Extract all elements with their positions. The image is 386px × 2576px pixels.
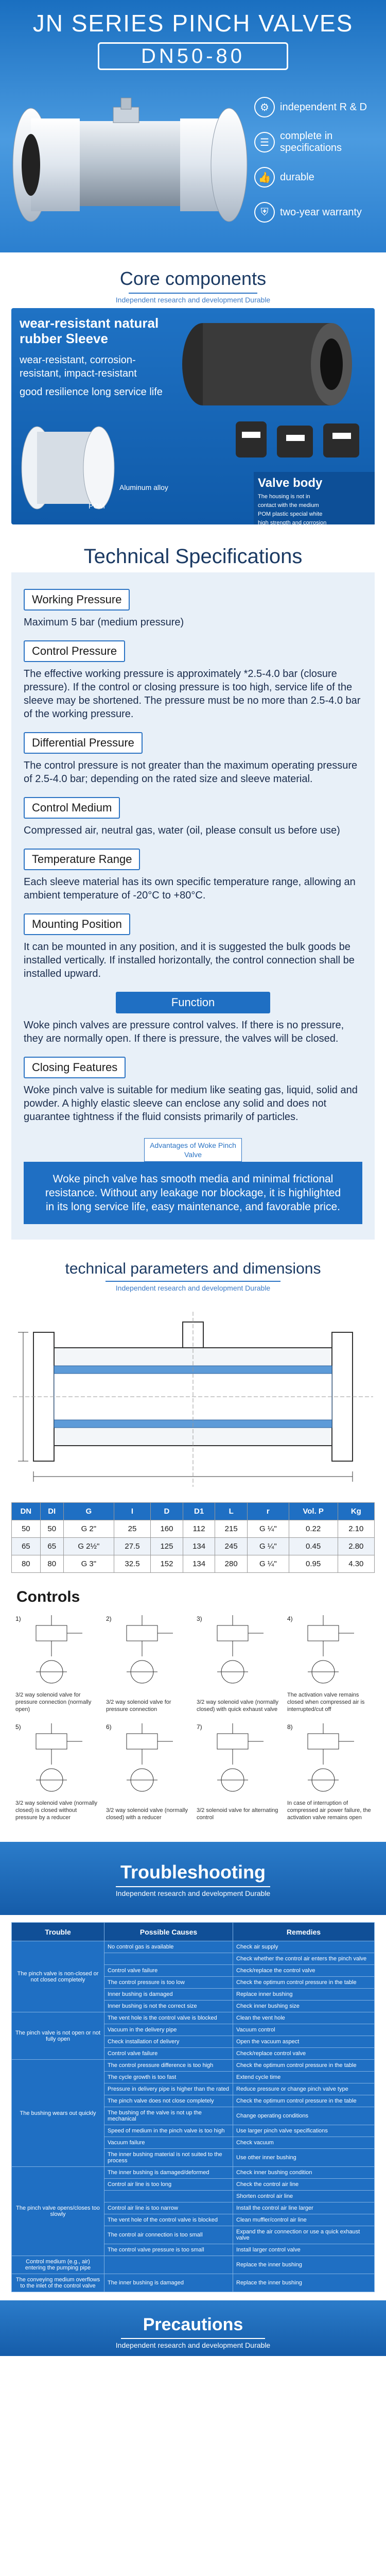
table-row: [12, 2012, 375, 2024]
remedy-cell: Open the vacuum aspect: [233, 2036, 375, 2048]
hero-banner: [0, 0, 386, 252]
valve-body-line: The housing is not in: [258, 494, 310, 500]
control-number: 7): [197, 1723, 202, 1731]
table-header: Vol. P: [289, 1503, 338, 1520]
remedy-cell: Check the optimum control pressure in the table: [233, 1977, 375, 1989]
feature-item: [254, 200, 373, 224]
control-caption: 3/2 way solenoid valve (normally closed) with quick exhaust valve: [197, 1699, 278, 1713]
spec-text: It can be mounted in any position, and it is suggested the bulk goods be installed vertically. If installed horizontally, the control connection shall be installed upward.: [24, 941, 355, 979]
specs-panel: [11, 572, 375, 1240]
table-header: D1: [183, 1503, 215, 1520]
remedy-cell: Expand the air connection or use a quick exhaust valve: [233, 2226, 375, 2244]
remedy-cell: Clean muffler/control air line: [233, 2214, 375, 2226]
control-diagram: [106, 1615, 189, 1713]
table-cell: 245: [215, 1538, 248, 1555]
controls-section: [11, 1573, 375, 1821]
valve-body-box: [254, 472, 375, 524]
cause-cell: Check installation of delivery: [104, 2036, 233, 2048]
sleeve-desc-line: wear-resistant, corrosion-resistant, impact-resistant: [20, 354, 137, 379]
table-cell: 160: [151, 1520, 183, 1538]
cause-cell: Speed of medium in the pinch valve is too high: [104, 2125, 233, 2137]
cause-cell: The vent hole is the control valve is blocked: [104, 2012, 233, 2024]
spec-text: Compressed air, neutral gas, water (oil, please consult us before use): [24, 825, 340, 836]
cause-cell: The vent hole of the control valve is blocked: [104, 2214, 233, 2226]
trouble-cell: The pinch valve is non-closed or not closed completely: [12, 1941, 104, 2012]
remedy-cell: Check whether the control air enters the pinch valve: [233, 1953, 375, 1965]
table-cell: 2.10: [338, 1520, 374, 1538]
controls-title: Controls: [16, 1588, 80, 1605]
controls-grid: [11, 1615, 375, 1821]
spec-tab-function: Function: [116, 992, 270, 1013]
cause-cell: [104, 2191, 233, 2202]
dimensions-section: [11, 1301, 375, 1573]
table-row: [12, 1520, 375, 1538]
cause-cell: The control pressure is too low: [104, 1977, 233, 1989]
table-cell: 112: [183, 1520, 215, 1538]
shield-icon: ⛨: [254, 202, 275, 223]
feature-label: complete in specifications: [280, 130, 342, 154]
spec-text: The control pressure is not greater than the maximum operating pressure of 2.5-4.0 bar; depending on the rated size and sleeve material.: [24, 760, 358, 785]
pinch-valve-image: [10, 88, 252, 237]
feature-item: [254, 130, 373, 154]
table-header: D: [151, 1503, 183, 1520]
sleeve-desc-line: good resilience long service life: [20, 386, 163, 398]
control-schematic: [106, 1615, 188, 1687]
remedy-cell: Replace the inner bushing: [233, 2274, 375, 2292]
cause-cell: The control valve pressure is too small: [104, 2244, 233, 2256]
cause-cell: Control air line is too long: [104, 2179, 233, 2191]
control-caption: 3/2 way solenoid valve (normally closed) with a reducer: [106, 1807, 188, 1821]
table-row: [12, 1941, 375, 1953]
params-subtitle: Independent research and development Durable: [115, 1284, 271, 1292]
remedy-cell: Vacuum control: [233, 2024, 375, 2036]
table-header: I: [114, 1503, 150, 1520]
control-number: 1): [15, 1615, 21, 1622]
feature-item: [254, 95, 373, 119]
control-schematic: [106, 1723, 188, 1795]
table-cell: 0.45: [289, 1538, 338, 1555]
spec-block: [24, 1057, 362, 1124]
spec-text: The effective working pressure is approximately *2.5-4.0 bar (closure pressure). If the control or closing pressure is too high, service life of the sleeve may be shortened. The pressure must be no more than 2.5-4.0 bar of the working pressure.: [24, 668, 361, 720]
hero-subtitle: DN50-80: [98, 42, 288, 70]
cause-cell: [104, 2256, 233, 2274]
table-header-row: [12, 1503, 375, 1520]
cause-cell: The cycle growth is too fast: [104, 2072, 233, 2083]
remedy-cell: Install larger control valve: [233, 2244, 375, 2256]
trouble-cell: Control medium (e.g., air) entering the pumping pipe: [12, 2256, 104, 2274]
params-title: technical parameters and dimensions: [65, 1260, 321, 1277]
table-cell: 80: [12, 1555, 41, 1573]
remedy-cell: Check the optimum control pressure in the table: [233, 2060, 375, 2072]
gear-icon: ⚙: [254, 97, 275, 117]
cause-cell: Pressure in delivery pipe is higher than the rated: [104, 2083, 233, 2095]
table-cell: 280: [215, 1555, 248, 1573]
table-row: [12, 1538, 375, 1555]
spec-text: Each sleeve material has its own specific temperature range, allowing an ambient temperature of -20°C to +80°C.: [24, 876, 356, 901]
spec-block: [24, 732, 362, 786]
table-row: [12, 2274, 375, 2292]
spec-tab: Temperature Range: [24, 849, 140, 870]
spec-block: [24, 640, 362, 721]
table-cell: G 3": [63, 1555, 114, 1573]
table-header: Possible Causes: [104, 1923, 233, 1941]
table-cell: 134: [183, 1538, 215, 1555]
spec-tab: Working Pressure: [24, 589, 130, 611]
table-header: Remedies: [233, 1923, 375, 1941]
cause-cell: Inner bushing is damaged: [104, 1989, 233, 2001]
table-header: G: [63, 1503, 114, 1520]
cause-cell: The control pressure difference is too high: [104, 2060, 233, 2072]
control-diagram: [197, 1615, 280, 1713]
divider: [106, 1281, 280, 1282]
remedy-cell: Check inner bushing condition: [233, 2167, 375, 2179]
spec-text: Woke pinch valve is suitable for medium like seating gas, liquid, solid and powder. A highly elastic sleeve can enclose any solid and does not guarantee tightness if the fluid consists primarily of particles.: [24, 1084, 358, 1123]
spec-tab: Control Pressure: [24, 640, 125, 662]
control-diagram: [15, 1615, 99, 1713]
spec-text: Maximum 5 bar (medium pressure): [24, 617, 184, 628]
control-schematic: [287, 1615, 370, 1687]
feature-item: [254, 165, 373, 189]
trouble-cell: The pinch valve is not open or not fully open: [12, 2012, 104, 2060]
table-cell: G ¼": [248, 1520, 289, 1538]
spec-tab: Mounting Position: [24, 913, 130, 935]
spec-tab: Differential Pressure: [24, 732, 143, 754]
table-cell: 4.30: [338, 1555, 374, 1573]
table-cell: 27.5: [114, 1538, 150, 1555]
cause-cell: [104, 1953, 233, 1965]
table-cell: 65: [40, 1538, 63, 1555]
table-cell: 134: [183, 1555, 215, 1573]
table-row: [12, 2256, 375, 2274]
cause-cell: Vacuum failure: [104, 2137, 233, 2149]
advantages-tab: Advantages of Woke Pinch Valve: [144, 1138, 242, 1162]
control-number: 6): [106, 1723, 112, 1731]
control-schematic: [287, 1723, 370, 1795]
table-header: r: [248, 1503, 289, 1520]
sleeve-desc: [20, 353, 169, 399]
cause-cell: The control air connection is too small: [104, 2226, 233, 2244]
aluminum-label: Aluminum alloy: [119, 483, 168, 492]
table-header: Kg: [338, 1503, 374, 1520]
table-cell: 25: [114, 1520, 150, 1538]
advantages-box: Woke pinch valve has smooth media and minimal frictional resistance. Without any leakage nor blockage, it is highlighted in its long service life, easy maintenance, and favorable price.: [24, 1162, 362, 1224]
control-schematic: [197, 1615, 279, 1687]
table-cell: 80: [40, 1555, 63, 1573]
cause-cell: Control air line is too narrow: [104, 2202, 233, 2214]
control-schematic: [15, 1723, 98, 1795]
divider: [121, 2338, 265, 2339]
specs-title: Technical Specifications: [83, 545, 303, 568]
divider: [116, 1886, 270, 1887]
table-cell: 215: [215, 1520, 248, 1538]
table-cell: 50: [12, 1520, 41, 1538]
trouble-cell: The conveying medium overflows to the inlet of the control valve: [12, 2274, 104, 2292]
control-number: 4): [287, 1615, 293, 1622]
table-cell: 2.80: [338, 1538, 374, 1555]
hero-title: JN SERIES PINCH VALVES: [32, 10, 354, 37]
control-diagram: [15, 1723, 99, 1821]
dimension-drawing: [13, 1301, 373, 1497]
cause-cell: The inner bushing material is not suited to the process: [104, 2149, 233, 2167]
core-title: Core components: [119, 268, 267, 289]
specs-header: [0, 524, 386, 572]
spec-block: [24, 992, 362, 1045]
remedy-cell: Use other inner bushing: [233, 2149, 375, 2167]
remedy-cell: Shorten control air line: [233, 2191, 375, 2202]
precautions-subtitle: Independent research and development Durable: [115, 2341, 271, 2349]
valve-body-line: POM plastic special white: [258, 511, 323, 517]
table-header: DN: [12, 1503, 41, 1520]
control-diagram: [106, 1723, 189, 1821]
trouble-subtitle: Independent research and development Durable: [115, 1889, 271, 1897]
table-cell: G 2½": [63, 1538, 114, 1555]
trouble-title: Troubleshooting: [120, 1861, 266, 1883]
table-cell: 0.95: [289, 1555, 338, 1573]
remedy-cell: Replace inner bushing: [233, 1989, 375, 2001]
table-cell: G ¼": [248, 1538, 289, 1555]
remedy-cell: Check the control air line: [233, 2179, 375, 2191]
control-number: 2): [106, 1615, 112, 1622]
cause-cell: No control gas is available: [104, 1941, 233, 1953]
remedy-cell: Check/replace the control valve: [233, 1965, 375, 1977]
troubleshooting-banner: [0, 1842, 386, 1915]
cause-cell: Control valve failure: [104, 1965, 233, 1977]
params-table: [11, 1502, 375, 1573]
list-icon: ☰: [254, 132, 275, 152]
cause-cell: The pinch valve does not close completely: [104, 2095, 233, 2107]
trouble-cell: The bushing wears out quickly: [12, 2060, 104, 2167]
remedy-cell: Clean the vent hole: [233, 2012, 375, 2024]
trouble-cell: The pinch valve opens/closes too slowly: [12, 2167, 104, 2256]
core-subtitle: Independent research and development Durable: [115, 296, 271, 304]
control-schematic: [15, 1615, 98, 1687]
trouble-table: [11, 1922, 375, 2292]
control-caption: 3/2 way solenoid valve (normally closed) is closed without pressure by a reducer: [15, 1800, 97, 1821]
table-header: L: [215, 1503, 248, 1520]
divider: [129, 293, 257, 294]
table-header: DI: [40, 1503, 63, 1520]
table-header: Trouble: [12, 1923, 104, 1941]
control-number: 8): [287, 1723, 293, 1731]
control-caption: The activation valve remains closed when compressed air is interrupted/cut off: [287, 1692, 365, 1713]
feature-list: [254, 95, 373, 235]
table-row: [12, 2167, 375, 2179]
remedy-cell: Check air supply: [233, 1941, 375, 1953]
control-number: 5): [15, 1723, 21, 1731]
cause-cell: Vacuum in the delivery pipe: [104, 2024, 233, 2036]
feature-label: two-year warranty: [280, 206, 362, 218]
table-cell: 0.22: [289, 1520, 338, 1538]
spec-block: [24, 589, 362, 629]
spec-block: [24, 797, 362, 837]
valve-body-line: contact with the medium: [258, 502, 319, 509]
remedy-cell: Replace the inner bushing: [233, 2256, 375, 2274]
remedy-cell: Install the control air line larger: [233, 2202, 375, 2214]
thumb-icon: 👍: [254, 167, 275, 188]
table-cell: 152: [151, 1555, 183, 1573]
cause-cell: Control valve failure: [104, 2048, 233, 2060]
valve-body-title: Valve body: [258, 476, 323, 490]
table-row: [12, 1555, 375, 1573]
remedy-cell: Check the optimum control pressure in the table: [233, 2095, 375, 2107]
table-cell: 125: [151, 1538, 183, 1555]
table-cell: G 2": [63, 1520, 114, 1538]
cause-cell: The inner bushing is damaged/deformed: [104, 2167, 233, 2179]
sleeve-title: wear-resistant natural rubber Sleeve: [20, 315, 159, 346]
table-cell: 32.5: [114, 1555, 150, 1573]
core-header: [0, 252, 386, 308]
valve-body-line: high strength and corrosion: [258, 520, 327, 526]
precautions-title: Precautions: [143, 2315, 243, 2334]
table-row: [12, 2060, 375, 2072]
spec-block: [24, 913, 362, 980]
spec-tab: Control Medium: [24, 797, 120, 819]
cause-cell: The inner bushing is damaged: [104, 2274, 233, 2292]
sleeve-samples-image: [231, 416, 364, 468]
control-caption: In case of interruption of compressed air power failure, the activation valve remains open: [287, 1800, 371, 1821]
params-header: [0, 1240, 386, 1296]
remedy-cell: Use larger pinch valve specifications: [233, 2125, 375, 2137]
remedy-cell: Check vacuum: [233, 2137, 375, 2149]
control-schematic: [197, 1723, 279, 1795]
pom-label: POM: [89, 502, 105, 510]
table-header-row: [12, 1923, 375, 1941]
control-caption: 3/2 solenoid valve for alternating control: [197, 1807, 278, 1821]
cause-cell: The bushing of the valve is not up the mechanical: [104, 2107, 233, 2125]
feature-label: durable: [280, 171, 314, 183]
control-diagram: [197, 1723, 280, 1821]
remedy-cell: Check inner bushing size: [233, 2001, 375, 2012]
spec-tab: Closing Features: [24, 1057, 126, 1078]
remedy-cell: Check/replace control valve: [233, 2048, 375, 2060]
table-cell: G ¼": [248, 1555, 289, 1573]
remedy-cell: Change operating conditions: [233, 2107, 375, 2125]
table-cell: 50: [40, 1520, 63, 1538]
control-diagram: [287, 1615, 371, 1713]
remedy-cell: Extend cycle time: [233, 2072, 375, 2083]
spec-text: Woke pinch valves are pressure control valves. If there is no pressure, they are normally open. If there is pressure, the valves will be closed.: [24, 1020, 344, 1044]
control-number: 3): [197, 1615, 202, 1622]
spec-block: [24, 849, 362, 902]
control-caption: 3/2 way solenoid valve for pressure connection: [106, 1699, 171, 1713]
feature-label: independent R & D: [280, 101, 367, 113]
rubber-sleeve-image: [172, 315, 367, 413]
remedy-cell: Reduce pressure or change pinch valve type: [233, 2083, 375, 2095]
control-diagram: [287, 1723, 371, 1821]
precautions-banner: [0, 2300, 386, 2356]
core-components-panel: [11, 308, 375, 524]
control-caption: 3/2 way solenoid valve for pressure connection (normally open): [15, 1692, 92, 1713]
table-cell: 65: [12, 1538, 41, 1555]
cause-cell: Inner bushing is not the correct size: [104, 2001, 233, 2012]
